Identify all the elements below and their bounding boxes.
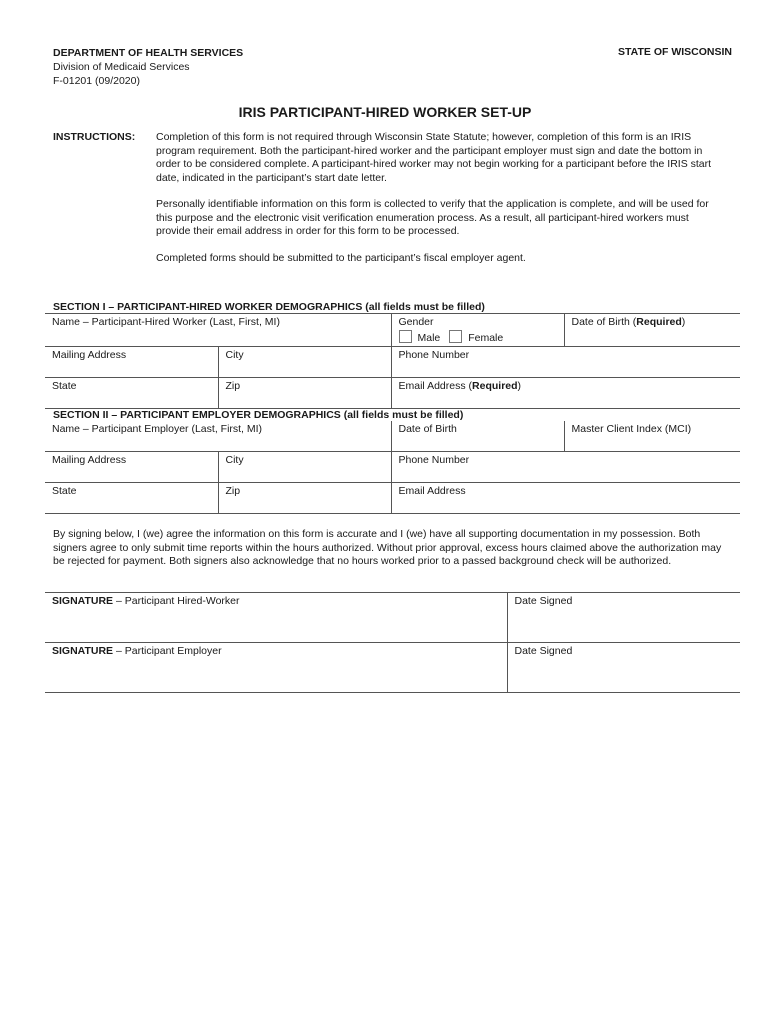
section-2-title: SECTION II – PARTICIPANT EMPLOYER DEMOGRAPHICS (all fields must be filled) <box>53 409 464 421</box>
male-checkbox[interactable] <box>399 330 412 343</box>
employer-dob-label: Date of Birth <box>398 423 457 435</box>
header-agency-block <box>53 46 243 88</box>
employer-signature-label: – Participant Employer <box>113 645 222 657</box>
worker-state-field[interactable] <box>45 378 218 409</box>
section-1-table <box>45 313 740 409</box>
worker-city-field[interactable] <box>218 347 391 378</box>
employer-dob-field[interactable] <box>391 421 564 452</box>
instructions-paragraph-3: Completed forms should be submitted to the participant’s fiscal employer agent. <box>156 251 526 264</box>
employer-zip-label: Zip <box>225 485 241 497</box>
worker-name-field[interactable] <box>45 314 391 347</box>
worker-name-label: Name – Participant-Hired Worker (Last, First, MI) <box>52 316 280 328</box>
section-2-table <box>45 421 740 514</box>
employer-date-signed-label: Date Signed <box>514 645 573 657</box>
worker-email-label: Email Address ( <box>398 380 473 392</box>
gender-label: Gender <box>398 316 434 328</box>
employer-email-field[interactable] <box>391 483 740 514</box>
worker-mailing-address-label: Mailing Address <box>52 349 127 361</box>
worker-signature-field[interactable] <box>45 593 507 643</box>
agreement-text: By signing below, I (we) agree the information on this form is accurate and I (we) have all supporting documentation in my possession. Both signers agree to only submit time reports within the hours authorized. Without prior approval, excess hours claimed above the authorization may be rejected for payment. Both signers also acknowledge that no hours worked prior to a passed background check will be authorized. <box>53 528 722 567</box>
employer-phone-label: Phone Number <box>398 454 470 466</box>
employer-city-field[interactable] <box>218 452 391 483</box>
form-title: IRIS PARTICIPANT-HIRED WORKER SET-UP <box>238 104 532 120</box>
female-checkbox[interactable] <box>449 330 462 343</box>
worker-zip-field[interactable] <box>218 378 391 409</box>
employer-signature-field[interactable] <box>45 643 507 693</box>
worker-email-close: ) <box>517 380 522 392</box>
employer-phone-field[interactable] <box>391 452 740 483</box>
worker-city-label: City <box>225 349 244 361</box>
employer-mailing-address-label: Mailing Address <box>52 454 127 466</box>
employer-mci-field[interactable] <box>564 421 740 452</box>
employer-state-label: State <box>52 485 77 497</box>
employer-signature-word: SIGNATURE <box>52 645 114 657</box>
instructions-paragraph-1: Completion of this form is not required through Wisconsin State Statute; however, completion of this form is an IRIS program requirement. Both the participant-hired worker and the participant employer must sign and date the bottom in order to be considered complete. A participant-hired worker may not begin working for a participant before the IRIS start date, indicated in the participant’s start date letter. <box>156 131 712 184</box>
employer-zip-field[interactable] <box>218 483 391 514</box>
employer-mailing-address-field[interactable] <box>45 452 218 483</box>
worker-email-required: Required <box>472 380 518 392</box>
worker-state-label: State <box>52 380 77 392</box>
worker-dob-field[interactable] <box>564 314 740 347</box>
worker-phone-field[interactable] <box>391 347 740 378</box>
worker-signature-word: SIGNATURE <box>52 595 114 607</box>
gender-options <box>399 330 557 344</box>
state-name: STATE OF WISCONSIN <box>618 46 732 58</box>
worker-email-field[interactable] <box>391 378 740 409</box>
worker-date-signed-field[interactable] <box>507 593 740 643</box>
employer-city-label: City <box>225 454 244 466</box>
instructions-paragraph-2: Personally identifiable information on this form is collected to verify that the application is complete, and will be used for this purpose and the electronic visit verification enumeration process. As a result, all participant-hired workers must provide their email address in order for this form to be processed. <box>156 198 709 237</box>
department-name: DEPARTMENT OF HEALTH SERVICES <box>53 47 244 59</box>
form-number: F-01201 (09/2020) <box>53 75 140 87</box>
worker-phone-label: Phone Number <box>398 349 470 361</box>
division-name: Division of Medicaid Services <box>53 61 190 73</box>
worker-gender-field <box>391 314 564 347</box>
employer-name-field[interactable] <box>45 421 391 452</box>
employer-date-signed-field[interactable] <box>507 643 740 693</box>
worker-dob-label: Date of Birth ( <box>571 316 637 328</box>
worker-signature-label: – Participant Hired-Worker <box>113 595 240 607</box>
employer-mci-label: Master Client Index (MCI) <box>571 423 692 435</box>
instructions-body <box>156 131 721 278</box>
worker-zip-label: Zip <box>225 380 241 392</box>
worker-dob-close: ) <box>681 316 686 328</box>
worker-date-signed-label: Date Signed <box>514 595 573 607</box>
instructions-label: INSTRUCTIONS: <box>53 131 136 143</box>
employer-email-label: Email Address <box>398 485 466 497</box>
worker-mailing-address-field[interactable] <box>45 347 218 378</box>
female-label: Female <box>468 332 504 344</box>
worker-dob-required: Required <box>636 316 682 328</box>
section-1-title: SECTION I – PARTICIPANT-HIRED WORKER DEMOGRAPHICS (all fields must be filled) <box>53 301 485 313</box>
employer-state-field[interactable] <box>45 483 218 514</box>
employer-name-label: Name – Participant Employer (Last, First, MI) <box>52 423 263 435</box>
signature-table <box>45 592 740 693</box>
male-label: Male <box>417 332 441 344</box>
